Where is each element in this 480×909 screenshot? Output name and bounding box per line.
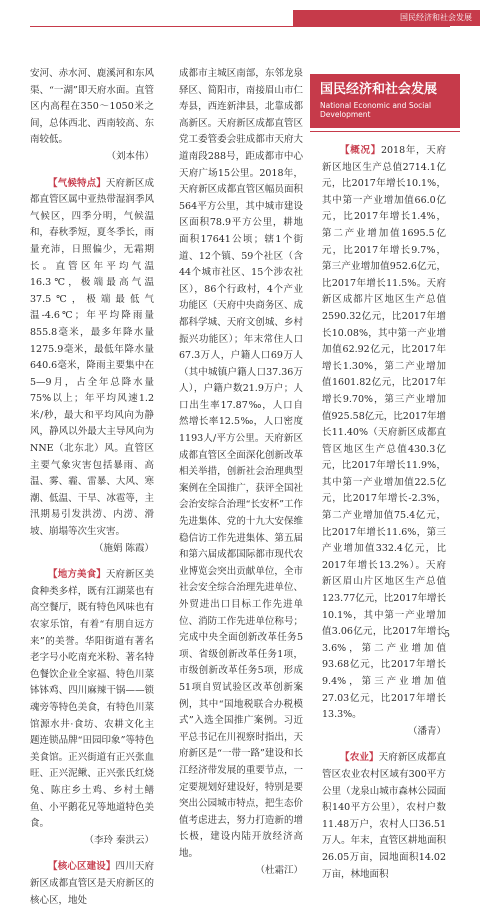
text-block [322, 750, 446, 883]
paragraph-text: 天府新区美食种类多样，既有江湖菜也有高空餐厅，既有特色风味也有农家乐馆，有着“有朋自远方来”的美誉。华阳街道有著名老字号小吃南充米粉、著名特色餐饮企业全家福、特色川菜钵钵鸡、四川麻辣干锅——锁魂旁等特色美食，有特色川菜馆源水井·食坊、农耕文化主题连锁品牌“田园印象”等特色美食馆。正兴街道有正兴张血旺、正兴泥鳅、正兴张氏红烧兔、陈庄乡土鸡、乡村土鳝鱼、小平鹅花兄等地道特色美食。 [30, 569, 154, 830]
section-heading: 【地方美食】 [48, 569, 106, 581]
text-block [30, 66, 154, 166]
text-block [30, 859, 154, 909]
paragraph-text: 天府新区成都直管区属中亚热带湿润季风气候区，四季分明，气候温和，春秋季短，夏冬季长，雨量充沛，日照偏少，无霜期长。直管区年平均气温16.3℃，极端最高气温37.5℃，极端最低气温-4.6℃；年平均降雨量855.8毫米，最多年降水量1275.9毫米，最低年降水量640.6毫米，降雨主要集中在5—9月，占全年总降水量75%以上；年平均风速1.2米/秒，最大和平均风向为静风，静风以外最大主导风向为NNE（北东北）风。直管区主要气象灾害包括暴雨、高温、雾、霾、雷暴、大风、寒潮、低温、干旱、冰雹等，主汛期易引发洪涝、内涝、滑坡、崩塌等次生灾害。 [30, 177, 154, 538]
author-signoff: （李玲 秦洪云） [84, 834, 154, 846]
section-heading: 【概况】 [340, 145, 381, 156]
text-block [30, 567, 154, 849]
text-column-2 [179, 66, 303, 876]
text-column-3 [322, 143, 446, 880]
paragraph [30, 66, 154, 149]
text-block [179, 66, 303, 879]
paragraph-text: 成都市主城区南部，东邻龙泉驿区、简阳市，南接眉山市仁寿县，西连新津县，北靠成都高新区。天府新区成都直管区党工委管委会驻成都市天府大道南段288号，距成都市中心天府广场15公里。2018年，天府新区成都直管区幅员面积564平方公里，其中城市建设区面积78.9平方公里，耕地面积17641公顷；辖1个街道、12个镇、59个社区（含44个城市社区、15个涉农社区），86个行政村，4个产业功能区（天府中央商务区、成都科学城、天府文创城、乡村振兴功能区）；年末常住人口67.3万人，户籍人口69万人（其中城镇户籍人口37.36万人），户籍户数21.9万户；人口出生率17.87‰，人口自然增长率12.5‰，人口密度1193人/平方公里。天府新区成都直管区全面深化创新改革相关举措，创新社会治理典型案例在全国推广，获评全国社会治安综合治理“长安杯”工作先进集体、党的十九大安保维稳信访工作先进集体、第五届和第六届成都国际都市现代农业博览会突出贡献单位，全市社会安全综合治理先进单位、外贸进出口目标工作先进单位、消防工作先进单位称号；完成中央全面创新改革任务5项、省级创新改革任务1项，市级创新改革任务5项，形成51项自贸试验区改革创新案例，其中“国地税联合办税模式”入选全国推广案例。习近平总书记在川视察时指出，天府新区是“一带一路”建设和长江经济带发展的重要节点，一定要规划好建设好，特别是要突出公园城市特点，把生态价值考虑进去，努力打造新的增长极，建设内陆开放经济高地。 [179, 68, 303, 859]
paragraph-text: 四川天府新区成都直管区是天府新区的核心区，地处 [30, 861, 154, 906]
running-header-title: 国民经济和社会发展 [400, 13, 472, 22]
section-heading: 【农业】 [340, 752, 379, 764]
paragraph-text: 安河、赤水河、鹿溪河和东风渠、“一湖”即天府水面。直管区内高程在350～1050米之间，总体西北、西南较高、东南较低。 [30, 68, 154, 146]
section-heading: 【气候特点】 [48, 177, 106, 189]
chapter-rule [310, 131, 460, 132]
header-rule [30, 26, 450, 27]
paragraph [30, 859, 154, 909]
paragraph [322, 143, 446, 724]
text-column-1 [30, 66, 154, 906]
chapter-title-chinese: 国民经济和社会发展 [320, 82, 438, 97]
author-signoff: （施娟 陈霞） [93, 542, 154, 554]
paragraph-text: 2018年，天府新区地区生产总值2714.1亿元，比2017年增长10.1%，其中第一产业增加值66.0亿元，比2017年增长1.4%，第二产业增加值1695.5亿元，比2017年增长9.7%，第三产业增加值952.6亿元，比2017年增长11.5%。天府新区成都片区地区生产总值2590.32亿元，比2017年增长10.08%，其中第一产业增加值62.92亿元，比2017年增长1.30%，第二产业增加值1601.82亿元，比2017年增长9.70%，第三产业增加值925.58亿元，比2017年增长11.40%（天府新区成都直管区地区生产总值430.3亿元，比2017年增长11.9%，其中第一产业增加值22.5亿元，比2017年增长-2.3%，第二产业增加值75.4亿元，比2017年增长11.6%，第三产业增加值332.4亿元，比2017年增长13.2%）。天府新区眉山片区地区生产总值123.77亿元，比2017年增长10.1%，其中第一产业增加值3.06亿元，比2017年增长3.6%，第二产业增加值93.68亿元，比2017年增长9.4%，第三产业增加值27.03亿元，比2017年增长13.3%。 [322, 145, 446, 721]
chapter-title-english: National Economic and Social Development [320, 101, 432, 119]
paragraph-text: 天府新区成都直管区农业农村区域有300平方公里（龙泉山城市森林公园面积140平方公里），农村户数11.48万户，农村人口36.51万人。年末，直管区耕地面积26.05万亩，园地面积14.02万亩，林地面积 [322, 752, 446, 880]
text-block [30, 176, 154, 558]
paragraph [30, 176, 154, 541]
paragraph [322, 750, 446, 883]
author-signoff: （刘本伟） [106, 150, 154, 162]
chapter-title-box [310, 74, 460, 128]
author-signoff: （潘青） [407, 725, 446, 737]
author-signoff: （杜霜江） [255, 864, 303, 876]
section-heading: 【核心区建设】 [48, 861, 116, 873]
page-number: 5 [444, 630, 450, 640]
running-header-band [293, 10, 480, 26]
paragraph [179, 66, 303, 863]
text-block [322, 143, 446, 740]
paragraph [30, 567, 154, 833]
